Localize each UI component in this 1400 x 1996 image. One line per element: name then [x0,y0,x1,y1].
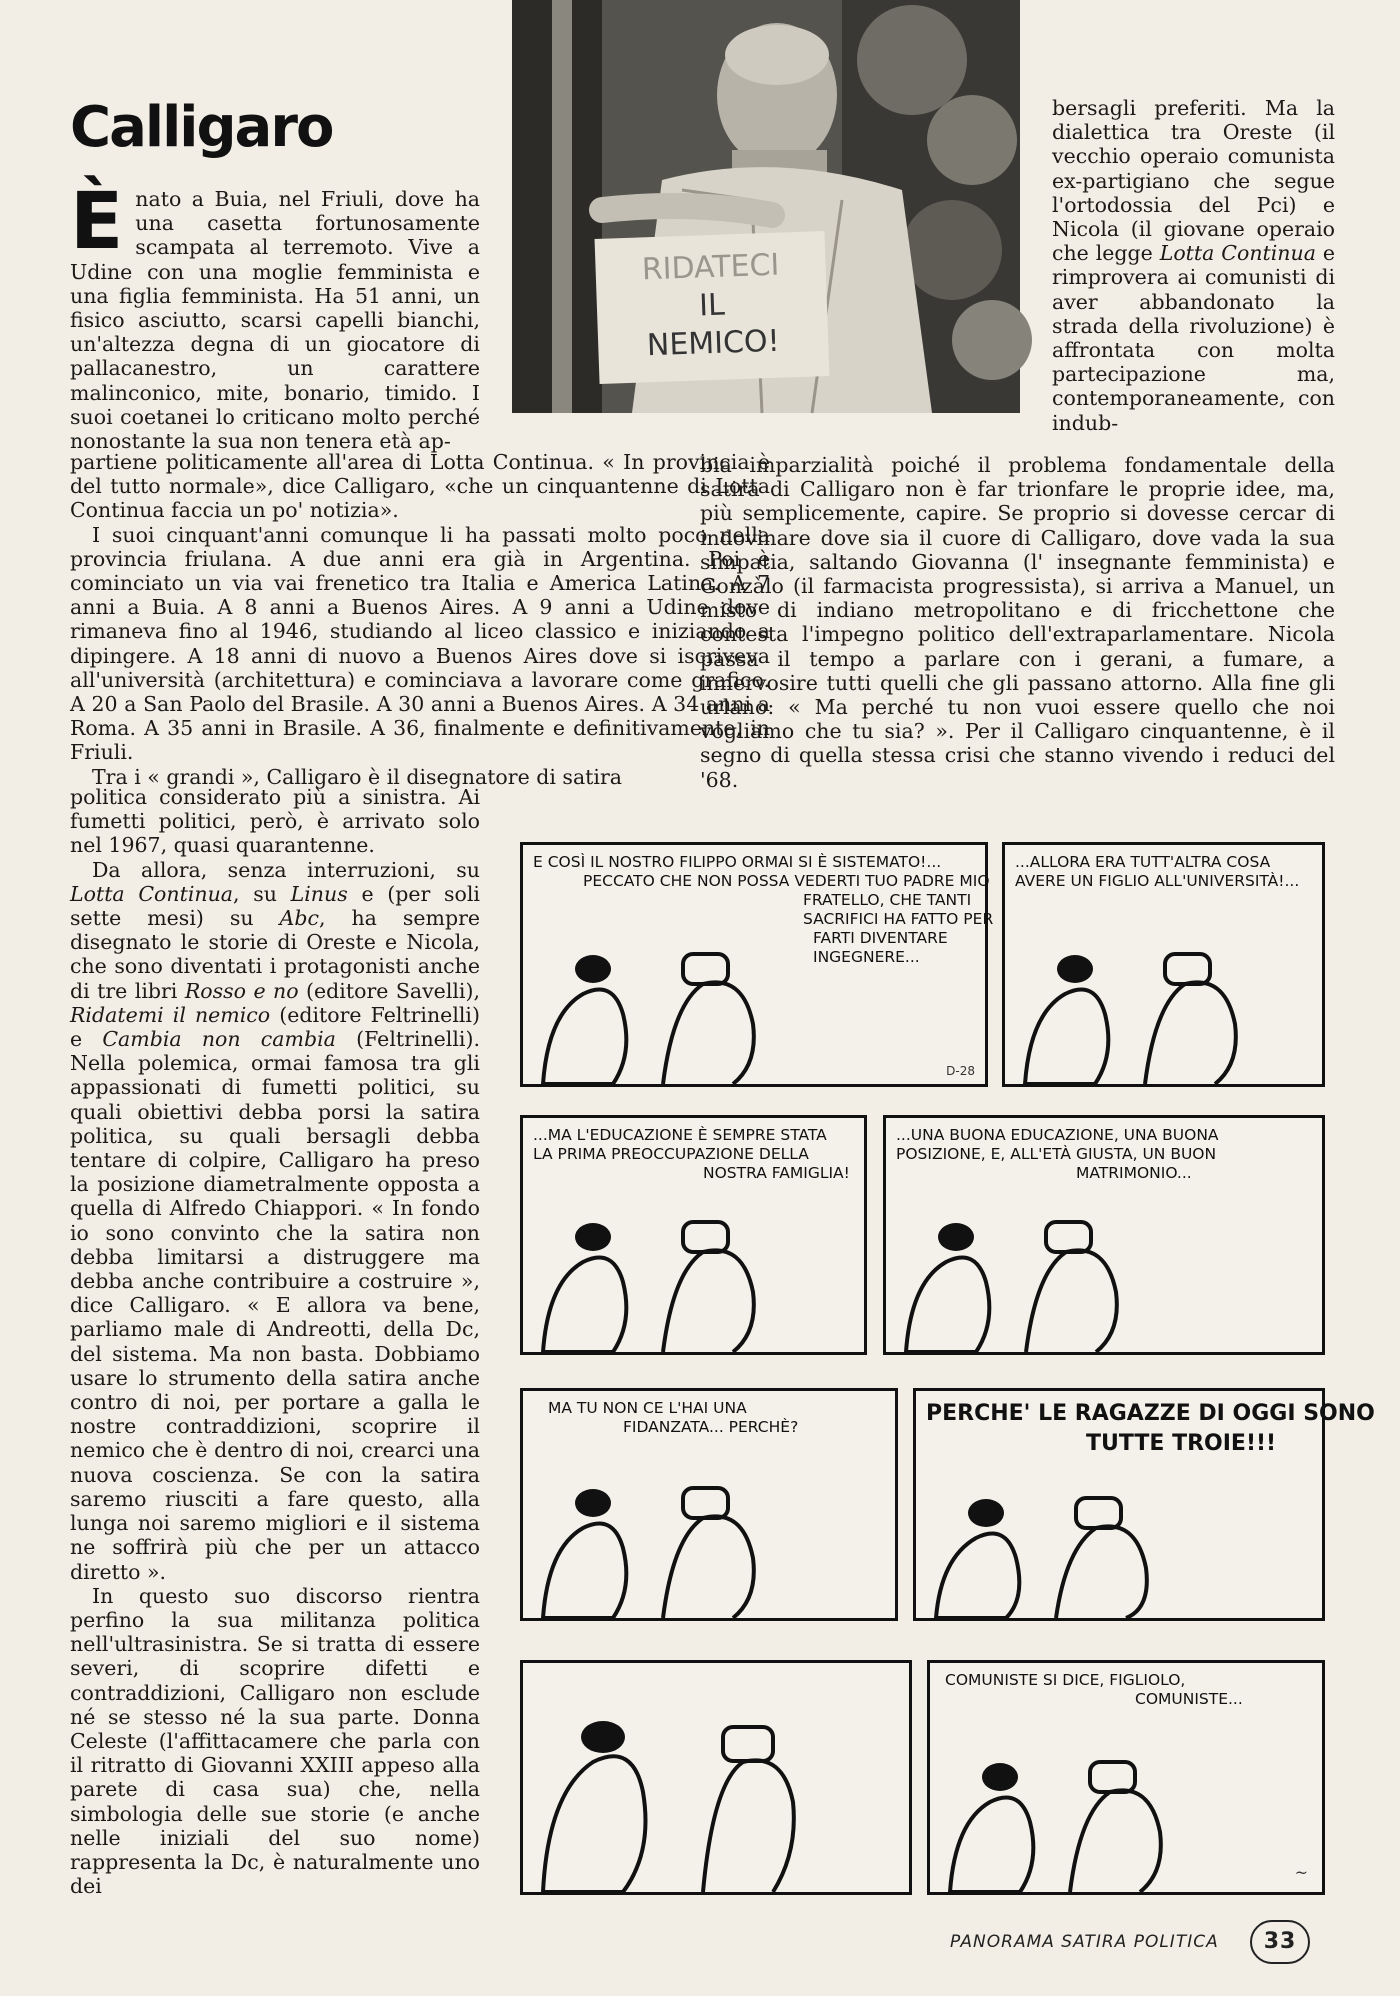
cartoon-characters [886,1202,1322,1352]
balloon-line: MA TU NON CE L'HAI UNA [548,1399,747,1417]
text-run: , su [233,881,291,906]
paragraph [70,177,480,454]
balloon-line: AVERE UN FIGLIO ALL'UNIVERSITÀ!... [1015,872,1300,890]
balloon-line: POSIZIONE, E, ALL'ETÀ GIUSTA, UN BUON [896,1145,1217,1163]
comic-panel-6 [913,1388,1375,1621]
sign-line: NEMICO! [646,323,781,364]
comic-panel-3 [520,1115,867,1355]
balloon-line: LA PRIMA PREOCCUPAZIONE DELLA [533,1145,809,1163]
page-footer [950,1920,1310,1966]
cartoon-characters [1005,934,1322,1084]
article-column-left-lower [70,785,480,1898]
publication-title: Lotta Continua [70,881,233,906]
text-run: , ha sempre disegnato le storie di Oreste e Nicola, che sono diventati i protagonisti anche di tre libri [70,906,480,1003]
author-photo [512,0,1020,413]
balloon-line: FIDANZATA... PERCHÈ? [623,1418,799,1436]
balloon-line: ...MA L'EDUCAZIONE È SEMPRE STATA [533,1126,827,1144]
comic-panel-4 [883,1115,1325,1355]
cartoon-characters [523,1202,864,1352]
comic-panel-7 [520,1660,912,1895]
text-run: bersagli preferiti. Ma la dialettica tra Oreste (il vecchio operaio comunista ex-partigiano che segue l'ortodossia del Pci) e Nicola (il giovane operaio che legge [1052,96,1335,266]
book-title: Cambia non cambia [102,1027,336,1052]
paragraph: bia imparzialità poiché il problema fondamentale della satira di Calligaro non è far trionfare le proprie idee, ma, più semplicemente, capire. Se proprio si dovesse cercar di indovinare dove sia il cuore di Calligaro, dove vada la sua simpatia, saltando Giovanna (l' insegnante femminista) e Gonzàlo (il farmacista progressista), si arriva a Manuel, un misto di indiano metropolitano e di fricchettone che contesta l'impegno politico dell'extraparlamentare. Nicola passa il tempo a parlare con i gerani, a fumare, a innervosire tutti quelli che gli passano attorno. Alla fine gli urlano: « Ma perché tu non vuoi essere quello che noi vogliamo che tu sia? ». Per il Calligaro cinquantenne, è il segno di quella stessa crisi che stanno vivendo i reduci del '68. [700,453,1335,792]
footer-label: PANORAMA SATIRA POLITICA [950,1932,1219,1952]
paragraph: I suoi cinquant'anni comunque li ha passati molto poco nella provincia friulana. A due anni era già in Argentina. Poi è cominciato un via vai frenetico tra Italia e America Latina. A 7 anni a Buia. A 8 anni a Buenos Aires. A 9 anni a Udine dove rimaneva fino al 1946, studiando al liceo classico e iniziando a dipingere. A 18 anni di nuovo a Buenos Aires dove si iscriveva all'università (architettura) e cominciava a lavorare come grafico. A 20 a San Paolo del Brasile. A 30 anni a Buenos Aires. A 34 anni a Roma. A 35 anni in Brasile. A 36, finalmente e definitivamente, in Friuli. [70,522,770,765]
publication-title: Lotta Continua [1159,241,1316,266]
cartoon-characters [916,1478,1322,1618]
balloon-line: ...ALLORA ERA TUTT'ALTRA COSA [1015,853,1271,871]
balloon-line: COMUNISTE SI DICE, FIGLIOLO, [945,1671,1186,1689]
comic-panel-8 [927,1660,1325,1895]
publication-title: Linus [290,881,348,906]
article-column-span [70,450,770,789]
balloon-line: INGEGNERE... [813,948,920,966]
balloon-line: ...UNA BUONA EDUCAZIONE, UNA BUONA [896,1126,1219,1144]
book-title: Rosso e no [184,978,299,1003]
balloon-line: PECCATO CHE NON POSSA VEDERTI TUO PADRE MIO [583,872,990,890]
publication-title: Abc [279,906,319,931]
paragraph [70,858,480,1584]
balloon-line: NOSTRA FAMIGLIA! [703,1164,850,1182]
comic-panel-1 [520,842,994,1087]
text-run: e (per soli sette mesi) su [70,881,480,931]
cartoon-characters [523,934,985,1084]
balloon-line: SACRIFICI HA FATTO PER [803,910,994,928]
article-column-right [1052,96,1335,435]
cartoon-characters [930,1742,1322,1892]
speech-balloon [533,1126,854,1183]
paragraph: politica considerato più a sinistra. Ai fumetti politici, però, è arrivato solo nel 1967, quasi quarantenne. [70,785,480,858]
balloon-line: TUTTE TROIE!!! [1086,1431,1277,1456]
paragraph: partiene politicamente all'area di Lotta Continua. « In provincia è del tutto normale», dice Calligaro, «che un cinquantenne di Lotta Continua faccia un po' notizia». [70,450,770,523]
balloon-line: PERCHE' LE RAGAZZE DI OGGI SONO [926,1401,1375,1426]
speech-balloon [896,1126,1312,1183]
balloon-line: FARTI DIVENTARE [813,929,948,947]
strip-code: D-28 [946,1064,975,1078]
text-run: e rimprovera ai comunisti di aver abbandonato la strada della rivoluzione) è affrontata con molta partecipazione ma, contemporaneamente, con indub- [1052,241,1335,435]
article-column-right-wide [700,453,1335,792]
speech-balloon [945,1671,1312,1709]
speech-balloon [533,1399,885,1437]
comic-panel-5 [520,1388,898,1621]
text-run: Da allora, senza interruzioni, su [92,857,480,882]
paragraph: In questo suo discorso rientra perfino la sua militanza politica nell'ultrasinistra. Se si tratta di essere severi, di scoprire difetti e contraddizioni, Calligaro non esclude né se stesso né la sua parte. Donna Celeste (l'affittacamere che parla con il ritratto di Giovanni XXIII appeso alla parete di casa sua) che, nella simbologia delle sue storie (e anche nelle iniziali del suo nome) rappresenta la Dc, è naturalmente uno dei [70,1583,480,1899]
cartoon-characters [523,1468,895,1618]
paragraph [1052,96,1335,435]
balloon-line: MATRIMONIO... [1076,1164,1192,1182]
balloon-line: FRATELLO, CHE TANTI [803,891,972,909]
text-run: (Feltrinelli). Nella polemica, ormai famosa tra gli appassionati di fumetti politici, su quali obiettivi debba porsi la satira politica, su quali bersagli debba tentare di colpire, Calligaro ha preso la posizione diametralmente opposta a quella di Alfredo Chiappori. « In fondo io sono convinto che la satira non debba limitarsi a distruggere ma debba anche contribuire a costruire », dice Calligaro. « E allora va bene, parliamo male di Andreotti, della Dc, del sistema. Ma non basta. Dobbiamo usare lo strumento della satira anche contro di noi, per portare a galla le nostre contraddizioni, scoprire il nemico che è dentro di noi, crearci una nuova coscienza. Se con la satira saremo riusciti a fare questo, alla lunga noi saremo migliori e il sistema ne soffrirà più che per un attacco diretto ». [70,1027,480,1584]
speech-balloon [926,1399,1375,1459]
sign-line: IL [698,287,726,324]
speech-balloon [1015,853,1312,891]
sign-line: RIDATECI [641,247,780,288]
article-title: Calligaro [70,95,333,160]
balloon-line: E COSÌ IL NOSTRO FILIPPO ORMAI SI È SISTEMATO!... [533,853,942,871]
book-title: Ridatemi il nemico [70,1002,271,1027]
drop-cap: È [70,177,124,267]
cartoon-characters [523,1692,909,1892]
paragraph-text: nato a Buia, nel Friuli, dove ha una casetta fortunosamente scampata al terremoto. Vive a Udine con una moglie femminista e una figlia femminista. Ha 51 anni, un fisico asciutto, scarsi capelli bianchi, un'altezza degna di un giocatore di pallacanestro, un carattere malinconico, mite, bonario, timido. I suoi coetanei lo criticano molto perché nonostante la sua non tenera età ap- [70,187,480,454]
text-run: (editore Feltrinelli) e [70,1002,480,1052]
balloon-line: COMUNISTE... [1135,1690,1243,1708]
article-column-left [70,177,480,454]
comic-panel-2 [1002,842,1325,1087]
page-number: 33 [1250,1920,1310,1964]
protest-sign [595,231,830,384]
paragraph: Tra i « grandi », Calligaro è il disegnatore di satira [92,764,622,789]
text-run: (editore Savelli), [298,978,480,1003]
artist-signature: ~ [1294,1863,1308,1882]
